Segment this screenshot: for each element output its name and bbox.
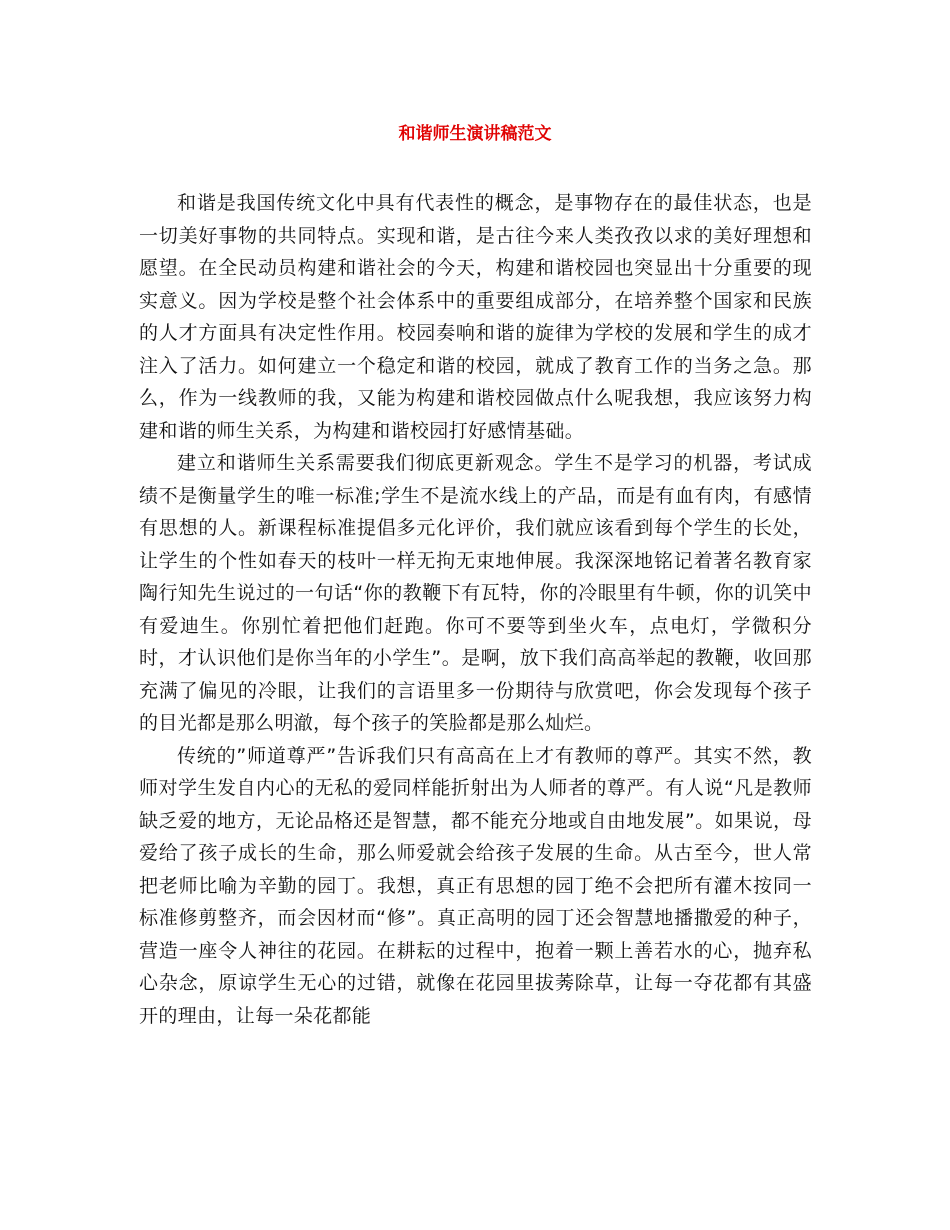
- document-title: 和谐师生演讲稿范文: [398, 124, 552, 144]
- paragraph: 建立和谐师生关系需要我们彻底更新观念。学生不是学习的机器，考试成绩不是衡量学生的唯一标准;学生不是流水线上的产品，而是有血有肉，有感情有思想的人。新课程标准提倡多元化评价，我们就应该看到每个学生的长处，让学生的个性如春天的枝叶一样无拘无束地伸展。我深深地铭记着著名教育家陶行知先生说过的一句话“你的教鞭下有瓦特，你的冷眼里有牛顿，你的讥笑中有爱迪生。你别忙着把他们赶跑。你可不要等到坐火车，点电灯，学微积分时，才认识他们是你当年的小学生”。是啊，放下我们高高举起的教鞭，收回那充满了偏见的冷眼，让我们的言语里多一份期待与欣赏吧，你会发现每个孩子的目光都是那么明澈，每个孩子的笑脸都是那么灿烂。: [139, 452, 812, 734]
- paragraph: 传统的”师道尊严”告诉我们只有高高在上才有教师的尊严。其实不然，教师对学生发自内心的无私的爱同样能折射出为人师者的尊严。有人说“凡是教师缺乏爱的地方，无论品格还是智慧，都不能充分地或自由地发展”。如果说，母爱给了孩子成长的生命，那么师爱就会给孩子发展的生命。从古至今，世人常把老师比喻为辛勤的园丁。我想，真正有思想的园丁绝不会把所有灌木按同一标准修剪整齐，而会因材而“修”。真正高明的园丁还会智慧地播撒爱的种子，营造一座令人神往的花园。在耕耘的过程中，抱着一颗上善若水的心，抛弃私心杂念，原谅学生无心的过错，就像在花园里拔莠除草，让每一夺花都有其盛开的理由，让每一朵花都能: [139, 744, 812, 1027]
- document-body: [139, 187, 812, 1032]
- paragraph: 和谐是我国传统文化中具有代表性的概念，是事物存在的最佳状态，也是一切美好事物的共同特点。实现和谐，是古往今来人类孜孜以求的美好理想和愿望。在全民动员构建和谐社会的今天，构建和谐校园也突显出十分重要的现实意义。因为学校是整个社会体系中的重要组成部分，在培养整个国家和民族的人才方面具有决定性作用。校园奏响和谐的旋律为学校的发展和学生的成才注入了活力。如何建立一个稳定和谐的校园，就成了教育工作的当务之急。那么，作为一线教师的我，又能为构建和谐校园做点什么呢我想，我应该努力构建和谐的师生关系，为构建和谐校园打好感情基础。: [139, 192, 812, 442]
